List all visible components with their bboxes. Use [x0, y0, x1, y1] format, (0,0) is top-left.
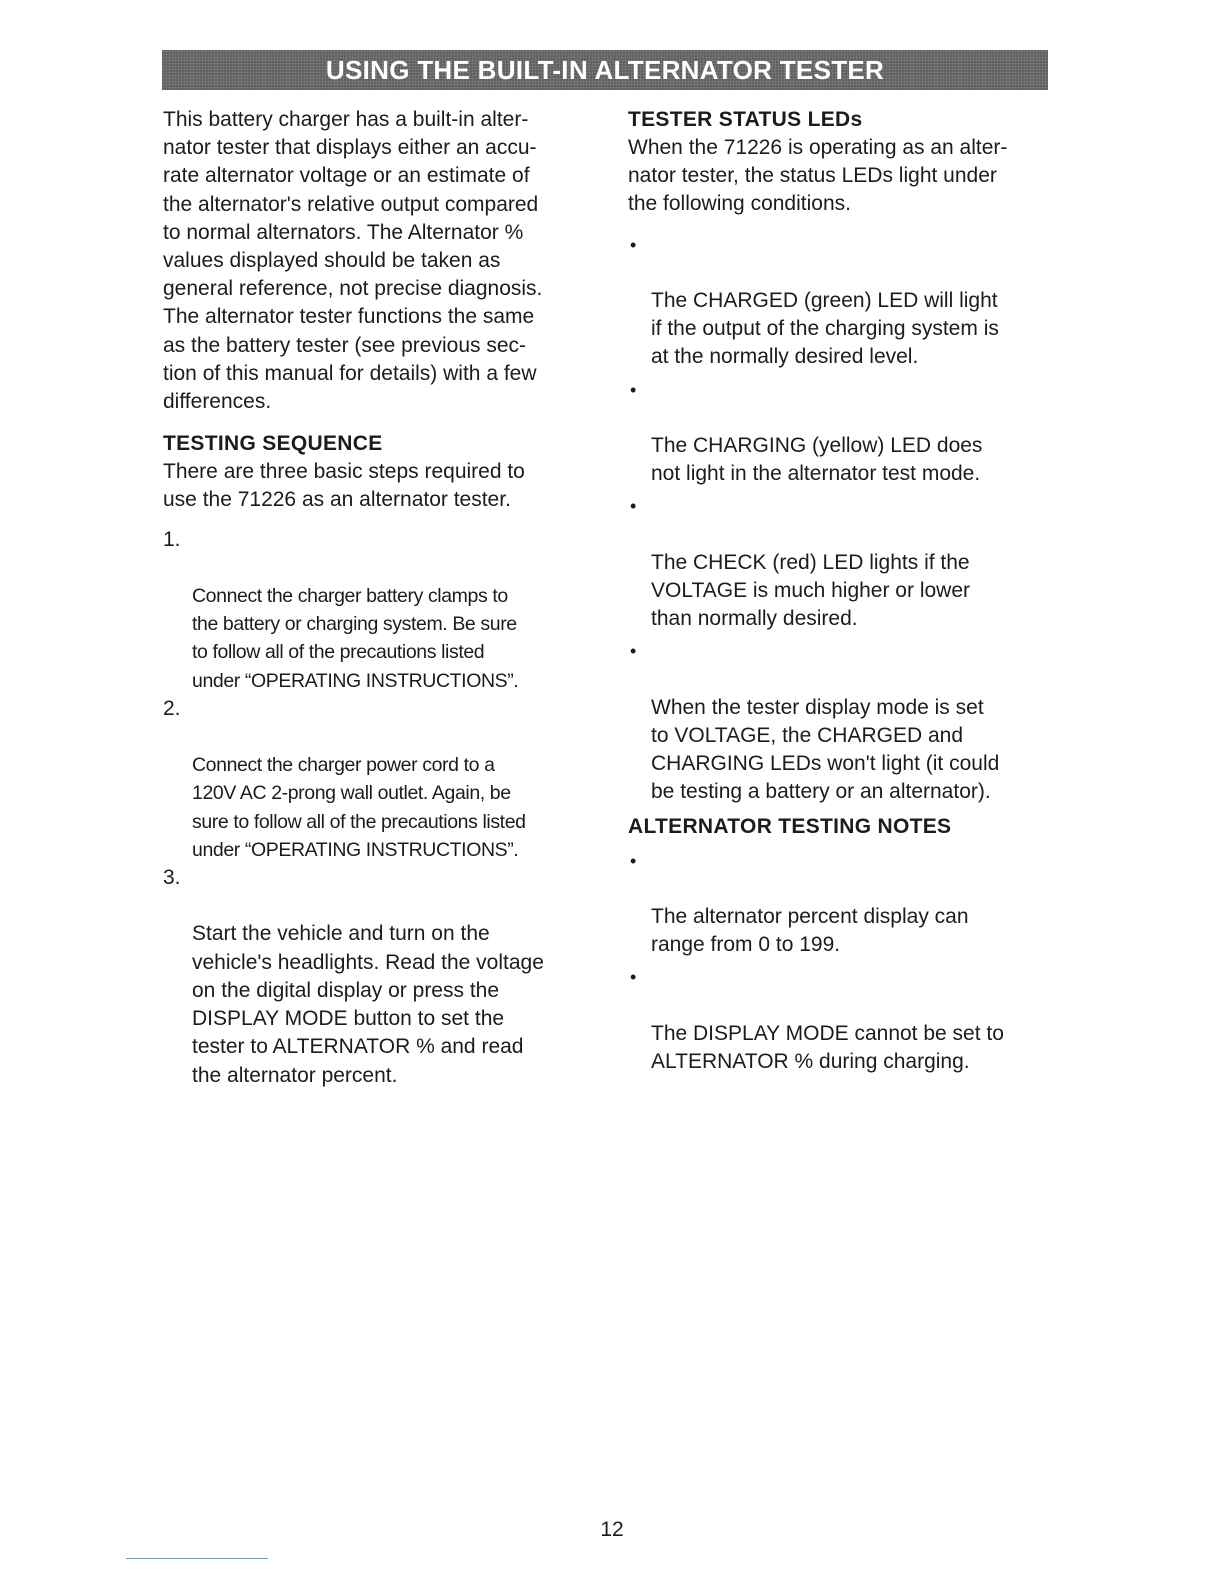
step-number: 1.: [163, 527, 181, 551]
list-item-text: The CHECK (red) LED lights if the VOLTAGE is much higher or lower than normally desired.: [651, 550, 970, 631]
bullet-icon: •: [630, 234, 637, 255]
testing-steps-list: [163, 526, 588, 1090]
list-item: [628, 963, 1058, 1076]
page-number: 12: [600, 1518, 624, 1541]
list-item: [628, 637, 1058, 806]
step-item: [163, 695, 588, 864]
right-column: [628, 106, 1058, 1080]
list-item-text: The DISPLAY MODE cannot be set to ALTERNATOR % during charging.: [651, 1021, 1004, 1074]
list-item-text: When the tester display mode is set to VOLTAGE, the CHARGED and CHARGING LEDs won't light (it could be testing a battery or an alternator).: [651, 695, 1000, 804]
bullet-icon: •: [630, 967, 637, 988]
testing-sequence-intro: There are three basic steps required to use the 71226 as an alternator tester.: [163, 460, 525, 512]
list-item: [628, 847, 1058, 960]
step-number: 3.: [163, 866, 181, 890]
tester-status-intro: When the 71226 is operating as an alter- nator tester, the status LEDs light under the following conditions.: [628, 136, 1008, 216]
list-item-text: The CHARGING (yellow) LED does not light in the alternator test mode.: [651, 434, 983, 486]
testing-notes-list: [628, 847, 1058, 1077]
step-text: Connect the charger power cord to a 120V AC 2-prong wall outlet. Again, be sure to follow all of the precautions listed under “OPERATING INSTRUCTIONS”.: [192, 754, 526, 861]
list-item-text: The CHARGED (green) LED will light if the output of the charging system is at the normally desired level.: [651, 289, 999, 369]
list-item: [628, 492, 1058, 633]
alternator-testing-notes-heading: ALTERNATOR TESTING NOTES: [628, 814, 952, 838]
left-column: [163, 106, 588, 1090]
list-item: [628, 376, 1058, 489]
section-title: USING THE BUILT-IN ALTERNATOR TESTER: [325, 54, 885, 85]
step-number: 2.: [163, 696, 181, 720]
footer-divider: [126, 1558, 268, 1559]
step-item: [163, 864, 588, 1090]
step-text: Connect the charger battery clamps to the battery or charging system. Be sure to follow all of the precautions listed under “OPERATING INSTRUCTIONS”.: [192, 585, 519, 692]
bullet-icon: •: [630, 641, 637, 662]
tester-status-heading: TESTER STATUS LEDs: [628, 108, 863, 131]
intro-paragraph: This battery charger has a built-in alter- nator tester that displays either an accu- rate alternator voltage or an estimate of the alternator's relative output compared to normal alternators. The Alternator % values displayed should be taken as general reference, not precise diagnosis. The alternator tester functions the same as the battery tester (see previous sec- tion of this manual for details) with a few differences.: [163, 108, 543, 414]
step-item: [163, 526, 588, 695]
bullet-icon: •: [630, 496, 637, 517]
testing-sequence-heading: TESTING SEQUENCE: [163, 432, 383, 456]
list-item: [628, 231, 1058, 372]
step-text: Start the vehicle and turn on the vehicle's headlights. Read the voltage on the digital display or press the DISPLAY MODE button to set the tester to ALTERNATOR % and read the alternator percent.: [192, 922, 544, 1087]
list-item-text: The alternator percent display can range from 0 to 199.: [651, 905, 969, 957]
bullet-icon: •: [630, 379, 637, 400]
status-led-list: [628, 231, 1058, 807]
bullet-icon: •: [630, 850, 637, 871]
section-title-banner: [162, 50, 1048, 90]
